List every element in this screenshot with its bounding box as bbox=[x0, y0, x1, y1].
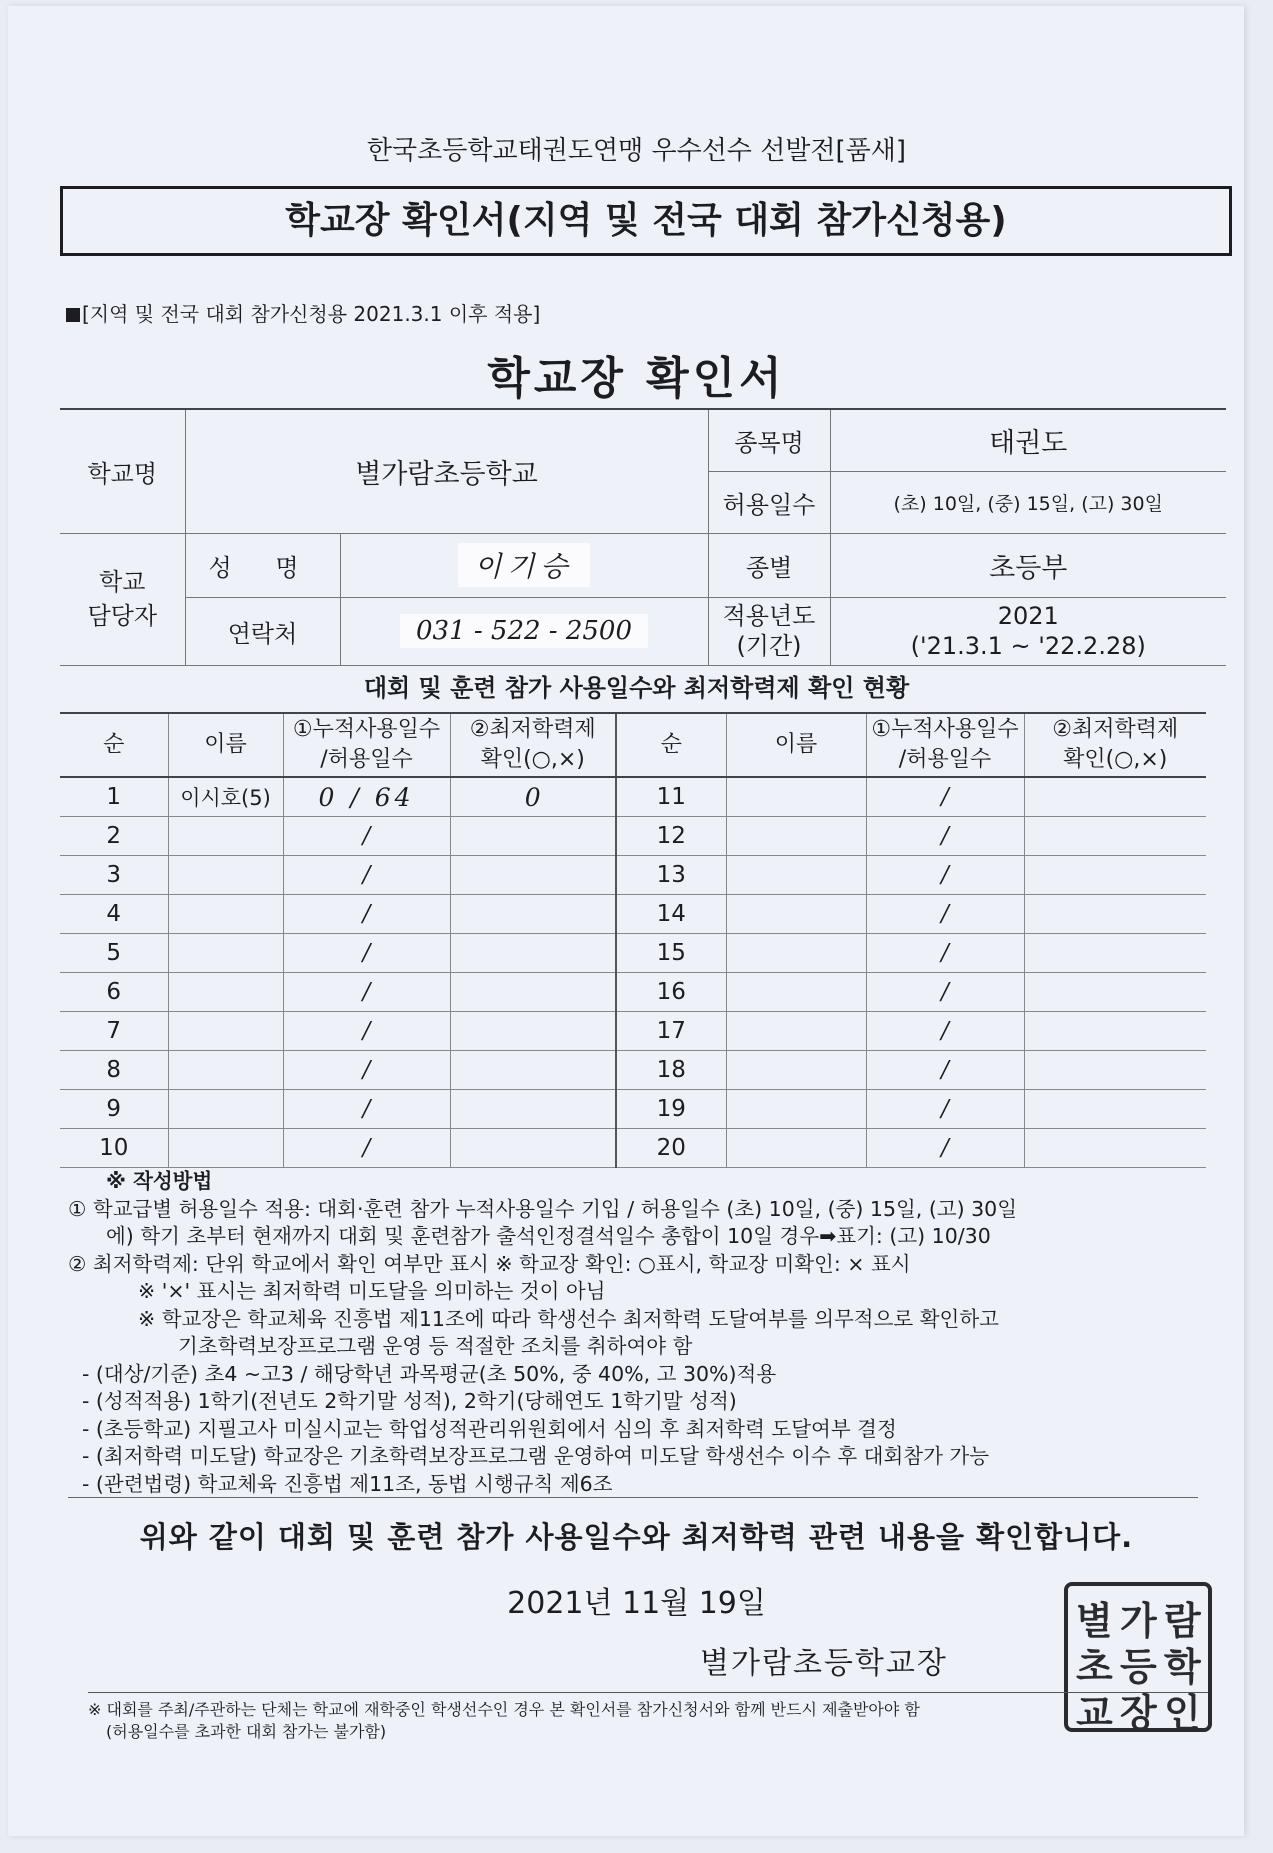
row-name bbox=[726, 777, 866, 817]
row-name bbox=[168, 895, 283, 934]
year-value: 2021 bbox=[997, 602, 1059, 630]
row-no: 18 bbox=[616, 1051, 726, 1090]
row-check bbox=[450, 973, 616, 1012]
note-line: ※ '×' 표시는 최저학력 미도달을 의미하는 것이 아님 bbox=[138, 1279, 606, 1303]
row-days: / bbox=[283, 934, 450, 973]
row-check bbox=[1024, 895, 1206, 934]
row-check: 0 bbox=[450, 777, 616, 817]
seal-glyph: 인 bbox=[1164, 1690, 1201, 1735]
note-line: - (최저학력 미도달) 학교장은 기초학력보장프로그램 운영하여 미도달 학생선수 이수 후 대회참가 가능 bbox=[82, 1444, 989, 1468]
school-name-value: 별가람초등학교 bbox=[185, 409, 708, 533]
seal-glyph: 초 bbox=[1076, 1644, 1113, 1689]
square-bullet-icon bbox=[66, 308, 80, 322]
row-name bbox=[726, 934, 866, 973]
row-name bbox=[168, 1051, 283, 1090]
table-row bbox=[60, 817, 1206, 856]
row-check bbox=[450, 1090, 616, 1129]
confirmation-statement: 위와 같이 대회 및 훈련 참가 사용일수와 최저학력 관련 내용을 확인합니다. bbox=[139, 1520, 1134, 1554]
boxed-title: 학교장 확인서(지역 및 전국 대회 참가신청용) bbox=[60, 186, 1232, 256]
row-no: 10 bbox=[60, 1129, 168, 1168]
row-days: / bbox=[283, 1129, 450, 1168]
row-check bbox=[1024, 856, 1206, 895]
table-row bbox=[60, 973, 1206, 1012]
row-name bbox=[726, 973, 866, 1012]
row-no: 7 bbox=[60, 1012, 168, 1051]
principal-signature-line: 별가람초등학교장 bbox=[700, 1646, 948, 1681]
document-supertitle: 한국초등학교태권도연맹 우수선수 선발전[품새] bbox=[366, 136, 907, 166]
header-name-left: 이름 bbox=[168, 713, 283, 777]
row-check bbox=[1024, 817, 1206, 856]
row-days: / bbox=[283, 856, 450, 895]
row-check bbox=[450, 895, 616, 934]
row-no: 4 bbox=[60, 895, 168, 934]
row-days: / bbox=[866, 856, 1024, 895]
header-days-left: ①누적사용일수 /허용일수 bbox=[283, 713, 450, 777]
row-days: / bbox=[866, 895, 1024, 934]
row-check bbox=[450, 1129, 616, 1168]
row-name bbox=[726, 856, 866, 895]
note-line: ② 최저학력제: 단위 학교에서 확인 여부만 표시 ※ 학교장 확인: ○표시, 학교장 미확인: × 표시 bbox=[68, 1251, 911, 1276]
footnote bbox=[88, 1692, 1208, 1743]
row-days: / bbox=[283, 895, 450, 934]
seal-glyph: 장 bbox=[1120, 1690, 1157, 1735]
school-name-label: 학교명 bbox=[60, 409, 185, 533]
note-line: - (대상/기준) 초4 ~고3 / 해당학년 과목평균(초 50%, 중 40%, 고 30%)적용 bbox=[82, 1361, 777, 1386]
row-no: 17 bbox=[616, 1012, 726, 1051]
row-check bbox=[1024, 973, 1206, 1012]
row-days: / bbox=[866, 1090, 1024, 1129]
name-label: 성 명 bbox=[185, 533, 340, 597]
footnote-line: ※ 대회를 주최/주관하는 단체는 학교에 재학중인 학생선수인 경우 본 확인서를 참가신청서와 함께 반드시 제출받아야 함 bbox=[88, 1700, 920, 1719]
table-row bbox=[60, 1012, 1206, 1051]
row-check bbox=[450, 1012, 616, 1051]
row-days: / bbox=[866, 777, 1024, 817]
header-days-right: ①누적사용일수 /허용일수 bbox=[866, 713, 1024, 777]
row-no: 8 bbox=[60, 1051, 168, 1090]
table-row bbox=[60, 1051, 1206, 1090]
main-title: 학교장 확인서 bbox=[487, 353, 786, 404]
row-no: 5 bbox=[60, 934, 168, 973]
row-days: 0 / 64 bbox=[283, 777, 450, 817]
issue-date: 2021년 11월 19일 bbox=[507, 1586, 766, 1621]
contact-label: 연락처 bbox=[185, 597, 340, 665]
row-no: 16 bbox=[616, 973, 726, 1012]
notes-heading: ※ 작성방법 bbox=[106, 1169, 213, 1193]
row-no: 15 bbox=[616, 934, 726, 973]
row-check bbox=[1024, 777, 1206, 817]
row-days: / bbox=[283, 1090, 450, 1129]
row-days: / bbox=[866, 817, 1024, 856]
row-no: 13 bbox=[616, 856, 726, 895]
row-check bbox=[1024, 1129, 1206, 1168]
seal-glyph: 등 bbox=[1120, 1644, 1157, 1689]
row-name bbox=[168, 1129, 283, 1168]
division-label: 종별 bbox=[708, 533, 830, 597]
row-no: 19 bbox=[616, 1090, 726, 1129]
row-name bbox=[168, 856, 283, 895]
row-name bbox=[168, 934, 283, 973]
row-no: 6 bbox=[60, 973, 168, 1012]
allowed-days-value: (초) 10일, (중) 15일, (고) 30일 bbox=[830, 471, 1226, 533]
header-check-right: ②최저학력제 확인(○,×) bbox=[1024, 713, 1206, 777]
row-name bbox=[726, 1129, 866, 1168]
row-name bbox=[168, 1012, 283, 1051]
row-no: 9 bbox=[60, 1090, 168, 1129]
year-label: 적용년도 (기간) bbox=[708, 597, 830, 665]
note-line: 에) 학기 초부터 현재까지 대회 및 훈련참가 출석인정결석일수 총합이 10일 경우➡표기: (고) 10/30 bbox=[106, 1224, 991, 1248]
row-name bbox=[168, 817, 283, 856]
row-days: / bbox=[866, 1051, 1024, 1090]
row-check bbox=[450, 817, 616, 856]
note-line: 기초학력보장프로그램 운영 등 적절한 조치를 취하여야 함 bbox=[178, 1334, 693, 1358]
row-no: 12 bbox=[616, 817, 726, 856]
table-row bbox=[60, 777, 1206, 817]
row-name bbox=[726, 1051, 866, 1090]
seal-glyph: 학 bbox=[1164, 1644, 1201, 1689]
row-no: 14 bbox=[616, 895, 726, 934]
seal-glyph: 별 bbox=[1076, 1598, 1113, 1643]
row-check bbox=[450, 934, 616, 973]
row-check bbox=[1024, 1051, 1206, 1090]
row-name bbox=[726, 1012, 866, 1051]
header-name-right: 이름 bbox=[726, 713, 866, 777]
note-line: - (성적적용) 1학기(전년도 2학기말 성적), 2학기(당해연도 1학기말 성적) bbox=[82, 1389, 737, 1413]
note-line: ① 학교급별 허용일수 적용: 대회·훈련 참가 누적사용일수 기입 / 허용일수 (초) 10일, (중) 15일, (고) 30일 bbox=[68, 1196, 1018, 1221]
event-label: 종목명 bbox=[708, 409, 830, 471]
year-cell bbox=[830, 597, 1226, 665]
row-check bbox=[1024, 1012, 1206, 1051]
row-no: 2 bbox=[60, 817, 168, 856]
contact-value: 031 - 522 - 2500 bbox=[400, 614, 648, 648]
event-value: 태권도 bbox=[830, 409, 1226, 471]
row-no: 20 bbox=[616, 1129, 726, 1168]
allowed-days-label: 허용일수 bbox=[708, 471, 830, 533]
row-days: / bbox=[283, 1012, 450, 1051]
row-no: 1 bbox=[60, 777, 168, 817]
row-name: 이시호(5) bbox=[168, 777, 283, 817]
seal-glyph: 교 bbox=[1076, 1690, 1113, 1735]
row-name bbox=[726, 817, 866, 856]
row-name bbox=[168, 1090, 283, 1129]
row-days: / bbox=[866, 1012, 1024, 1051]
apply-note-text: [지역 및 전국 대회 참가신청용 2021.3.1 이후 적용] bbox=[82, 302, 541, 326]
row-days: / bbox=[283, 817, 450, 856]
seal-glyph: 가 bbox=[1120, 1598, 1157, 1643]
row-no: 3 bbox=[60, 856, 168, 895]
row-no: 11 bbox=[616, 777, 726, 817]
apply-note bbox=[66, 298, 540, 327]
row-name bbox=[726, 895, 866, 934]
table-row bbox=[60, 856, 1206, 895]
row-check bbox=[450, 856, 616, 895]
manager-name-value: 이기승 bbox=[458, 543, 589, 587]
row-name bbox=[726, 1090, 866, 1129]
row-check bbox=[1024, 934, 1206, 973]
row-days: / bbox=[283, 973, 450, 1012]
year-period: ('21.3.1 ~ '22.2.28) bbox=[910, 632, 1146, 660]
school-info-table bbox=[60, 408, 1226, 666]
row-days: / bbox=[866, 1129, 1024, 1168]
note-line: - (관련법령) 학교체육 진흥법 제11조, 동법 시행규칙 제6조 bbox=[82, 1471, 613, 1496]
row-days: / bbox=[866, 934, 1024, 973]
note-line: - (초등학교) 지필고사 미실시교는 학업성적관리위원회에서 심의 후 최저학력 도달여부 결정 bbox=[82, 1416, 897, 1441]
writing-instructions bbox=[68, 1168, 1218, 1498]
header-no-left: 순 bbox=[60, 713, 168, 777]
header-no-right: 순 bbox=[616, 713, 726, 777]
row-days: / bbox=[866, 973, 1024, 1012]
roster-table bbox=[60, 712, 1206, 1168]
row-check bbox=[1024, 1090, 1206, 1129]
table-row bbox=[60, 1090, 1206, 1129]
roster-title: 대회 및 훈련 참가 사용일수와 최저학력제 확인 현황 bbox=[363, 674, 910, 702]
row-name bbox=[168, 973, 283, 1012]
header-check-left: ②최저학력제 확인(○,×) bbox=[450, 713, 616, 777]
footnote-line: (허용일수를 초과한 대회 참가는 불가함) bbox=[106, 1722, 387, 1741]
table-row bbox=[60, 895, 1206, 934]
row-check bbox=[450, 1051, 616, 1090]
table-row bbox=[60, 934, 1206, 973]
manager-label: 학교 담당자 bbox=[60, 533, 185, 665]
note-line: ※ 학교장은 학교체육 진흥법 제11조에 따라 학생선수 최저학력 도달여부를 의무적으로 확인하고 bbox=[138, 1306, 999, 1331]
divider bbox=[68, 1497, 1198, 1498]
division-value: 초등부 bbox=[830, 533, 1226, 597]
seal-glyph: 람 bbox=[1164, 1598, 1201, 1643]
row-days: / bbox=[283, 1051, 450, 1090]
table-row bbox=[60, 1129, 1206, 1168]
